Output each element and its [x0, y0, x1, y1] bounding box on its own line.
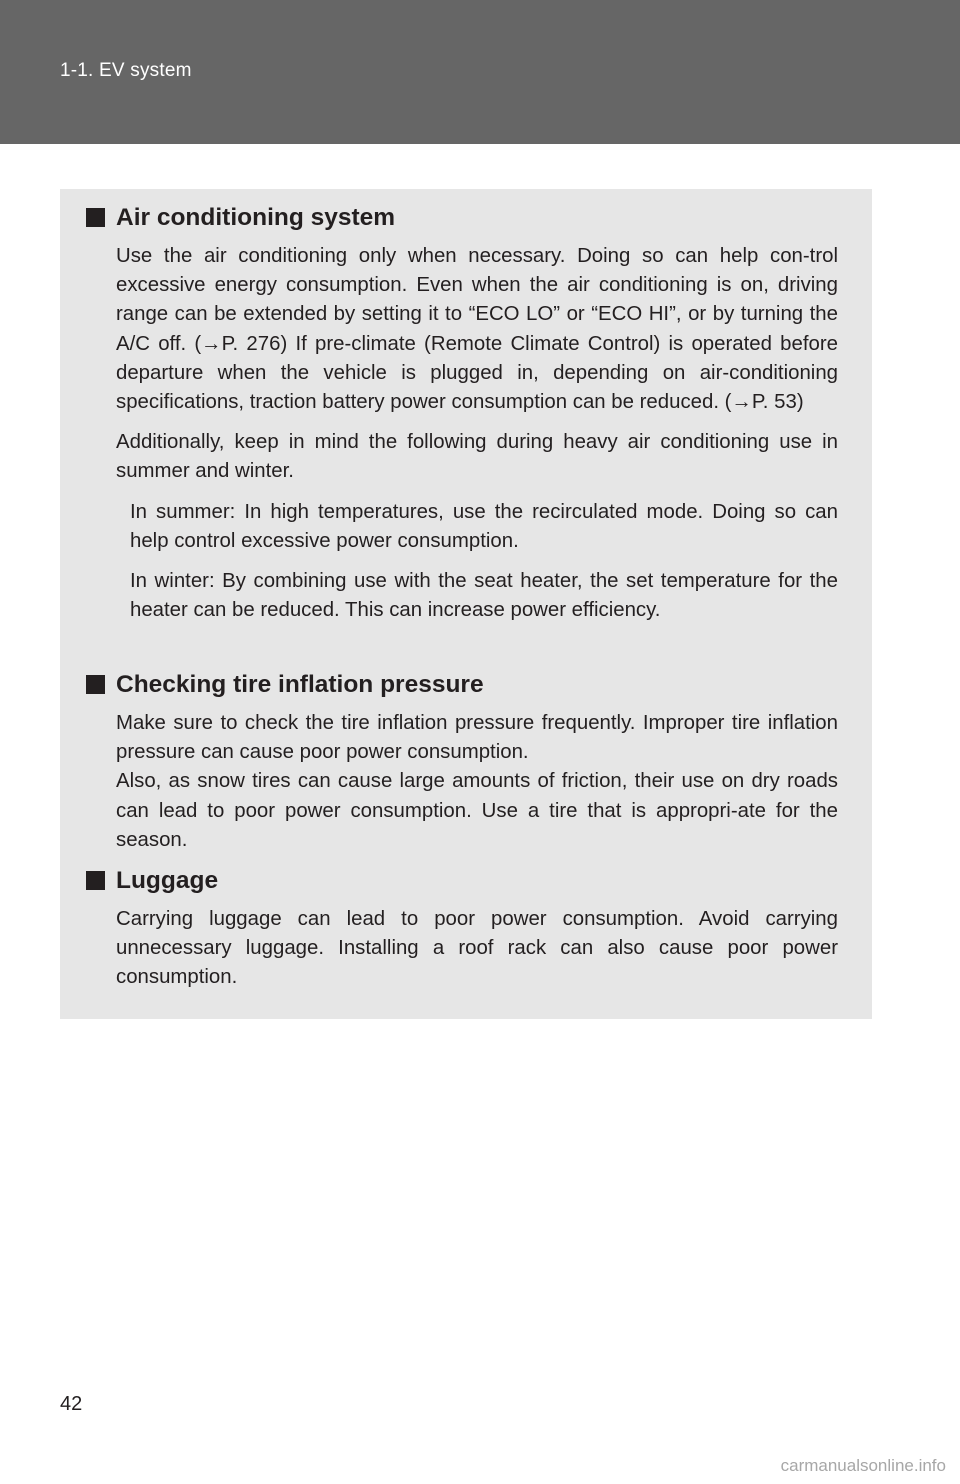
paragraph: Additionally, keep in mind the following during heavy air conditioning use in summer and winter. — [116, 431, 838, 483]
section-tire-pressure — [116, 670, 838, 855]
paragraph: Also, as snow tires can cause large amounts of friction, their use on dry roads can lead to poor power consumption. Use a tire that is appropri-ate for the season. — [116, 770, 838, 851]
paragraph-summer: In summer: In high temperatures, use the recirculated mode. Doing so can help control excessive power consumption. — [130, 500, 838, 552]
paragraph: Make sure to check the tire inflation pressure frequently. Improper tire inflation pressure can cause poor power consumption. — [116, 712, 838, 764]
page-number: 42 — [60, 1393, 83, 1415]
square-bullet-icon — [86, 208, 105, 227]
section-label: 1-1. EV system — [60, 60, 192, 81]
section-heading: Luggage — [116, 866, 838, 896]
watermark: carmanualsonline.info — [780, 1456, 946, 1475]
square-bullet-icon — [86, 871, 105, 890]
paragraph: Carrying luggage can lead to poor power consumption. Avoid carrying unnecessary luggage. Installing a roof rack can also cause poor power consumption. — [116, 908, 838, 989]
section-heading: Air conditioning system — [116, 203, 838, 233]
section-heading: Checking tire inflation pressure — [116, 670, 838, 700]
header-band — [0, 0, 960, 144]
section-air-conditioning — [116, 203, 838, 625]
paragraph: Use the air conditioning only when necessary. Doing so can help con-trol excessive energy consumption. Even when the air conditioning is on, driving range can be extended by setting it to “ECO LO” or “ECO HI”, or by turning the A/C off. (→P. 276) If pre-climate (Remote Climate Control) is operated before departure when the vehicle is plugged in, depending on air-conditioning specifications, traction battery power consumption can be reduced. (→P. 53) — [116, 245, 838, 414]
content-box — [60, 189, 872, 1019]
paragraph-winter: In winter: By combining use with the seat heater, the set temperature for the heater can be reduced. This can increase power efficiency. — [130, 570, 838, 622]
section-luggage — [116, 866, 838, 993]
square-bullet-icon — [86, 675, 105, 694]
